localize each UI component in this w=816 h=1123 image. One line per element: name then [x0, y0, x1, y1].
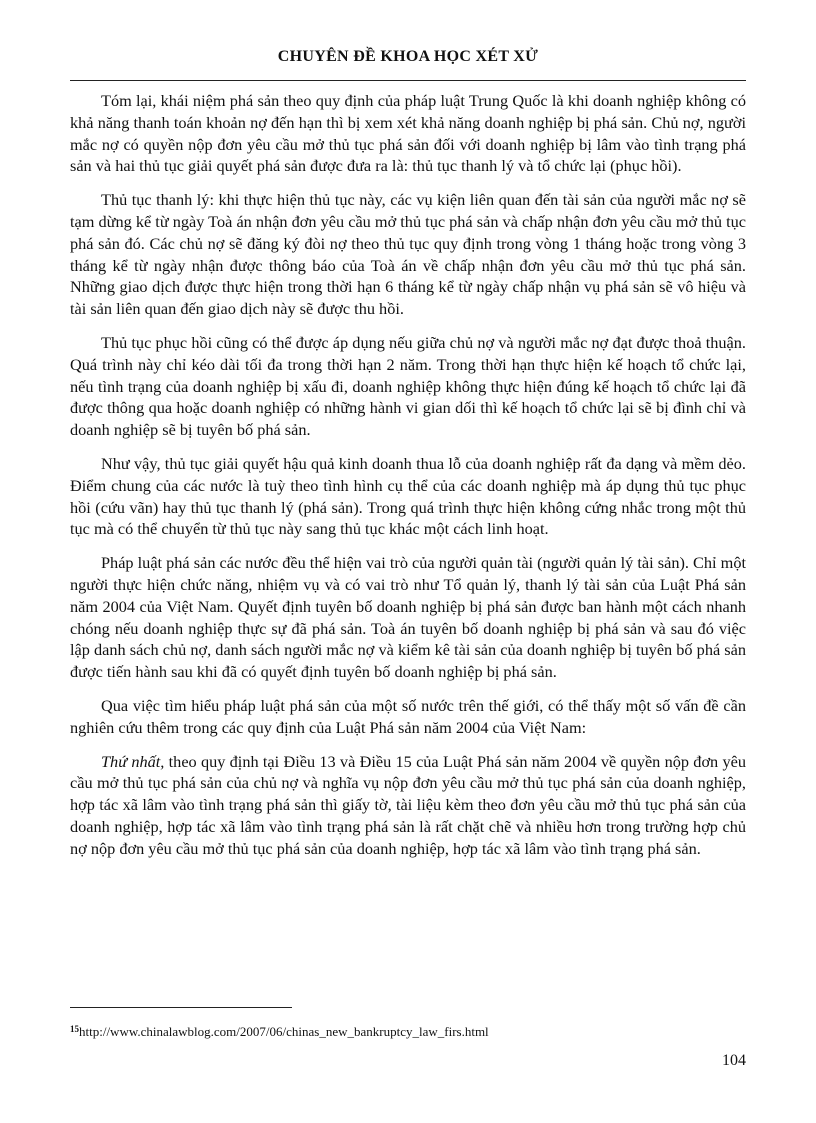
footnote	[70, 1021, 746, 1040]
paragraph-4: Như vậy, thủ tục giải quyết hậu quả kinh doanh thua lỗ của doanh nghiệp rất đa dạng và mềm dẻo. Điểm chung của các nước là tuỳ theo tình hình cụ thể của các doanh nghiệp mà áp dụng thủ tục phục hồi (cứu vãn) hay thủ tục thanh lý (phá sản). Trong quá trình thực hiện không cứng nhắc trong một thủ tục mà có thể chuyển từ thủ tục này sang thủ tục khác một cách linh hoạt.	[70, 453, 746, 539]
paragraph-3: Thủ tục phục hồi cũng có thể được áp dụng nếu giữa chủ nợ và người mắc nợ đạt được thoả thuận. Quá trình này chỉ kéo dài tối đa trong thời hạn 2 năm. Trong thời hạn thực hiện kế hoạch tổ chức lại, nếu tình trạng của doanh nghiệp bị xấu đi, doanh nghiệp không thực hiện đúng kế hoạch tổ chức lại đã được thông qua hoặc doanh nghiệp có những hành vi gian dối thì kế hoạch tổ chức lại sẽ bị đình chỉ và doanh nghiệp sẽ bị tuyên bố phá sản.	[70, 332, 746, 440]
paragraph-7	[70, 751, 746, 860]
footnote-number: 15	[70, 1024, 79, 1034]
footnote-divider	[70, 1007, 292, 1008]
page-header-title: CHUYÊN ĐỀ KHOA HỌC XÉT XỬ	[277, 48, 539, 65]
paragraph-1: Tóm lại, khái niệm phá sản theo quy định của pháp luật Trung Quốc là khi doanh nghiệp không có khả năng thanh toán khoản nợ đến hạn thì bị xem xét khả năng doanh nghiệp bị phá sản. Chủ nợ, người mắc nợ có quyền nộp đơn yêu cầu mở thủ tục phá sản đối với doanh nghiệp bị lâm vào tình trạng phá sản và hai thủ tục giải quyết phá sản được đưa ra là: thủ tục thanh lý và tổ chức lại (phục hồi).	[70, 91, 746, 176]
paragraph-6: Qua việc tìm hiểu pháp luật phá sản của một số nước trên thế giới, có thể thấy một số vấn đề cần nghiên cứu thêm trong các quy định của Luật Phá sản năm 2004 của Việt Nam:	[70, 695, 746, 737]
paragraph-7-text: theo quy định tại Điều 13 và Điều 15 của Luật Phá sản năm 2004 về quyền nộp đơn yêu cầu mở thủ tục phá sản của chủ nợ và nghĩa vụ nộp đơn yêu cầu mở thủ tục phá sản của doanh nghiệp, hợp tác xã lâm vào tình trạng phá sản thì giấy tờ, tài liệu kèm theo đơn yêu cầu mở thủ tục phá sản của doanh nghiệp, hợp tác xã lâm vào tình trạng phá sản là rất chặt chẽ và nhiều hơn trong trường hợp chủ nợ nộp đơn yêu cầu mở thủ tục phá sản của doanh nghiệp, hợp tác xã lâm vào tình trạng phá sản.	[70, 751, 746, 858]
paragraph-5: Pháp luật phá sản các nước đều thể hiện vai trò của người quản tài (người quản lý tài sản). Chỉ một người thực hiện chức năng, nhiệm vụ và có vai trò như Tổ quản lý, thanh lý tài sản của Luật Phá sản năm 2004 của Việt Nam. Quyết định tuyên bố doanh nghiệp bị phá sản được ban hành một cách nhanh chóng nếu doanh nghiệp thực sự đã phá sản. Toà án tuyên bố doanh nghiệp bị phá sản và sau đó việc lập danh sách chủ nợ, danh sách người mắc nợ và kiểm kê tài sản của doanh nghiệp bị tuyên bố phá sản được tiến hành sau khi đã có quyết định tuyên bố doanh nghiệp bị phá sản.	[70, 553, 746, 682]
document-body	[70, 90, 746, 872]
page-number: 104	[722, 1052, 746, 1069]
paragraph-7-lead: Thứ nhất,	[101, 751, 165, 771]
header-divider	[70, 80, 746, 81]
footnote-link[interactable]: http://www.chinalawblog.com/2007/06/chinas_new_bankruptcy_law_firs.html	[79, 1024, 489, 1039]
paragraph-2: Thủ tục thanh lý: khi thực hiện thủ tục này, các vụ kiện liên quan đến tài sản của người mắc nợ sẽ tạm dừng kể từ ngày Toà án nhận đơn yêu cầu mở thủ tục phá sản và chấp nhận đơn yêu cầu mở thủ tục phá sản đó. Các chủ nợ sẽ đăng ký đòi nợ theo thủ tục quy định trong vòng 1 tháng hoặc trong vòng 3 tháng kể từ ngày nhận được thông báo của Toà án về chấp nhận đơn yêu cầu mở thủ tục phá sản. Những giao dịch được thực hiện trong thời hạn 6 tháng kể từ ngày chấp nhận vụ phá sản sẽ vô hiệu và tài sản liên quan đến giao dịch này sẽ được thu hồi.	[70, 190, 746, 319]
